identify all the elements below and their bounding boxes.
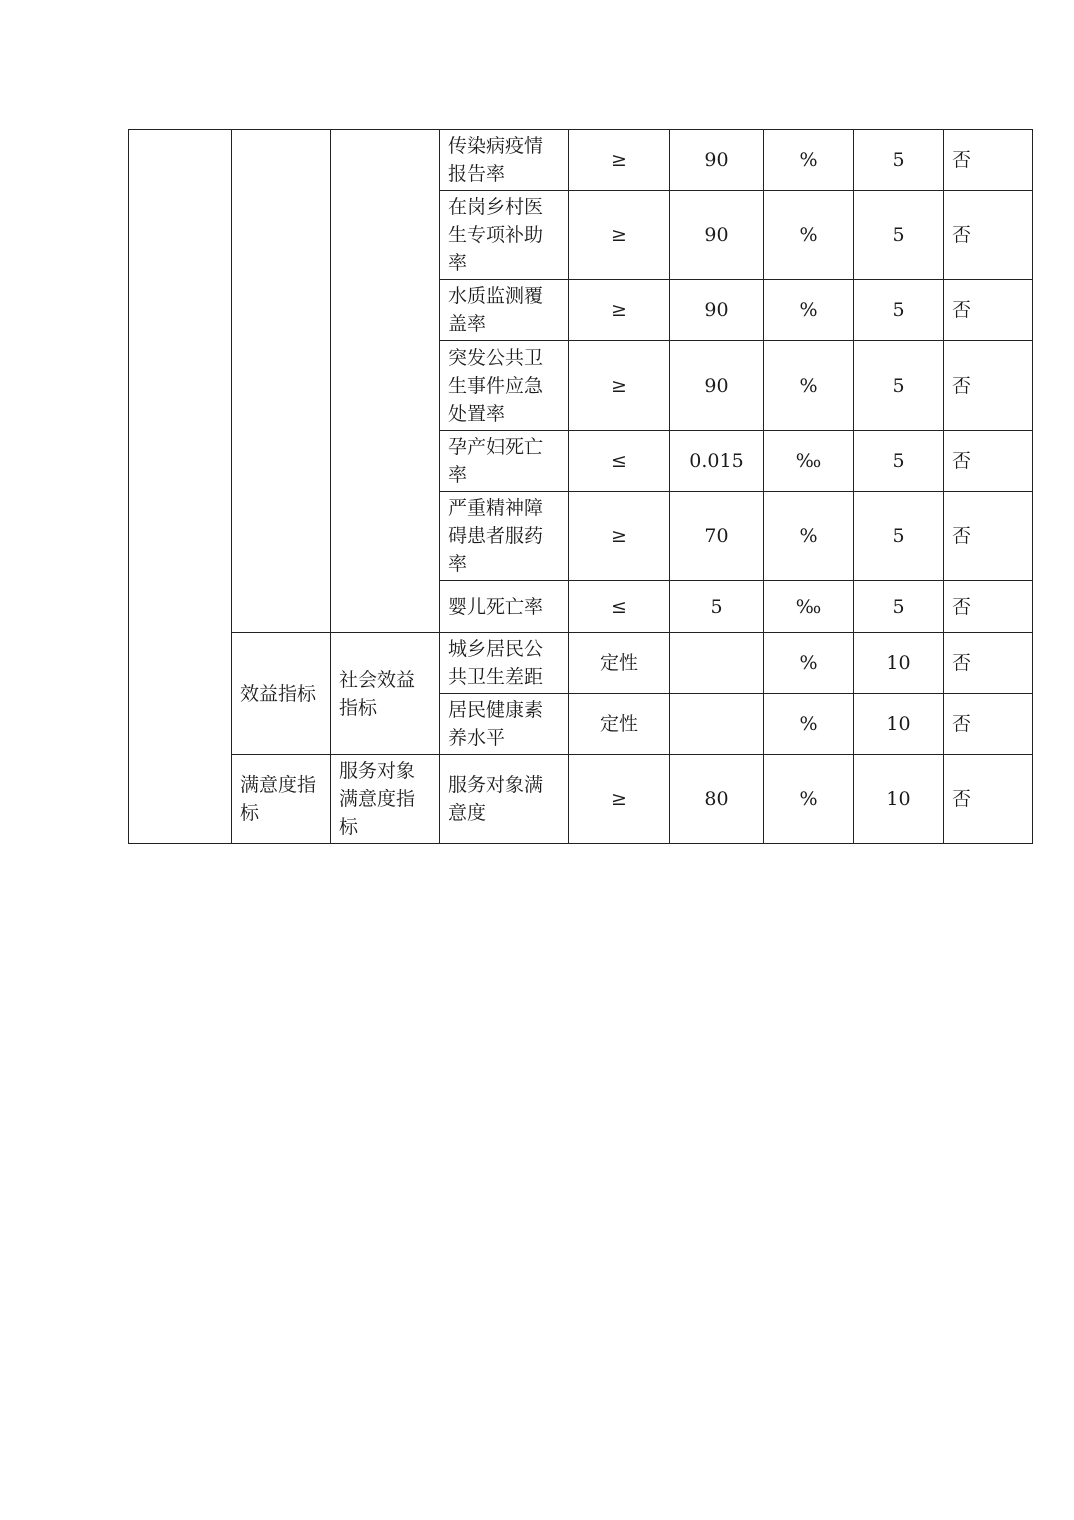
indicator-weight: 5 — [854, 581, 944, 633]
indicator-name: 服务对象满意度 — [440, 755, 569, 844]
indicator-unit: % — [764, 130, 854, 191]
level2-cell — [331, 130, 440, 633]
indicator-weight: 10 — [854, 694, 944, 755]
indicator-flag: 否 — [944, 280, 1033, 341]
indicator-unit: ‰ — [764, 581, 854, 633]
indicator-target — [670, 694, 764, 755]
indicator-operator: ≥ — [569, 191, 670, 280]
table-row — [129, 755, 1033, 844]
indicator-operator: 定性 — [569, 694, 670, 755]
indicator-target: 90 — [670, 341, 764, 431]
indicator-unit: % — [764, 633, 854, 694]
satisfaction-level2-cell: 服务对象满意度指标 — [331, 755, 440, 844]
satisfaction-level1-cell: 满意度指标 — [232, 755, 331, 844]
level1-cell — [232, 130, 331, 633]
indicator-operator: ≤ — [569, 581, 670, 633]
benefit-level2-cell: 社会效益指标 — [331, 633, 440, 755]
indicator-unit: ‰ — [764, 431, 854, 492]
indicator-name: 婴儿死亡率 — [440, 581, 569, 633]
indicator-weight: 5 — [854, 431, 944, 492]
indicator-name: 孕产妇死亡率 — [440, 431, 569, 492]
indicator-target: 90 — [670, 130, 764, 191]
indicator-unit: % — [764, 694, 854, 755]
indicator-name: 城乡居民公共卫生差距 — [440, 633, 569, 694]
indicator-operator: ≥ — [569, 341, 670, 431]
indicator-weight: 5 — [854, 280, 944, 341]
indicator-weight: 5 — [854, 130, 944, 191]
indicator-unit: % — [764, 755, 854, 844]
indicator-flag: 否 — [944, 755, 1033, 844]
indicator-operator: ≥ — [569, 130, 670, 191]
indicator-target: 90 — [670, 280, 764, 341]
indicator-unit: % — [764, 280, 854, 341]
indicator-unit: % — [764, 492, 854, 581]
indicator-flag: 否 — [944, 633, 1033, 694]
indicator-name: 严重精神障碍患者服药率 — [440, 492, 569, 581]
indicator-flag: 否 — [944, 130, 1033, 191]
indicator-flag: 否 — [944, 341, 1033, 431]
indicator-name: 在岗乡村医生专项补助率 — [440, 191, 569, 280]
indicator-name: 居民健康素养水平 — [440, 694, 569, 755]
indicator-flag: 否 — [944, 431, 1033, 492]
indicator-name: 传染病疫情报告率 — [440, 130, 569, 191]
indicator-weight: 5 — [854, 191, 944, 280]
indicator-target: 0.015 — [670, 431, 764, 492]
indicator-weight: 5 — [854, 492, 944, 581]
table-row — [129, 633, 1033, 694]
indicator-target: 90 — [670, 191, 764, 280]
indicator-operator: ≤ — [569, 431, 670, 492]
indicator-weight: 5 — [854, 341, 944, 431]
indicator-flag: 否 — [944, 694, 1033, 755]
table-row — [129, 130, 1033, 191]
indicator-operator: ≥ — [569, 755, 670, 844]
indicator-unit: % — [764, 341, 854, 431]
indicator-operator: ≥ — [569, 280, 670, 341]
indicator-target — [670, 633, 764, 694]
indicator-target: 80 — [670, 755, 764, 844]
indicator-name: 突发公共卫生事件应急处置率 — [440, 341, 569, 431]
performance-indicator-table — [128, 129, 1033, 844]
indicator-operator: ≥ — [569, 492, 670, 581]
indicator-operator: 定性 — [569, 633, 670, 694]
level0-cell — [129, 130, 232, 844]
indicator-weight: 10 — [854, 633, 944, 694]
indicator-flag: 否 — [944, 581, 1033, 633]
indicator-flag: 否 — [944, 191, 1033, 280]
indicator-target: 70 — [670, 492, 764, 581]
indicator-name: 水质监测覆盖率 — [440, 280, 569, 341]
benefit-level1-cell: 效益指标 — [232, 633, 331, 755]
indicator-unit: % — [764, 191, 854, 280]
indicator-target: 5 — [670, 581, 764, 633]
indicator-weight: 10 — [854, 755, 944, 844]
indicator-flag: 否 — [944, 492, 1033, 581]
